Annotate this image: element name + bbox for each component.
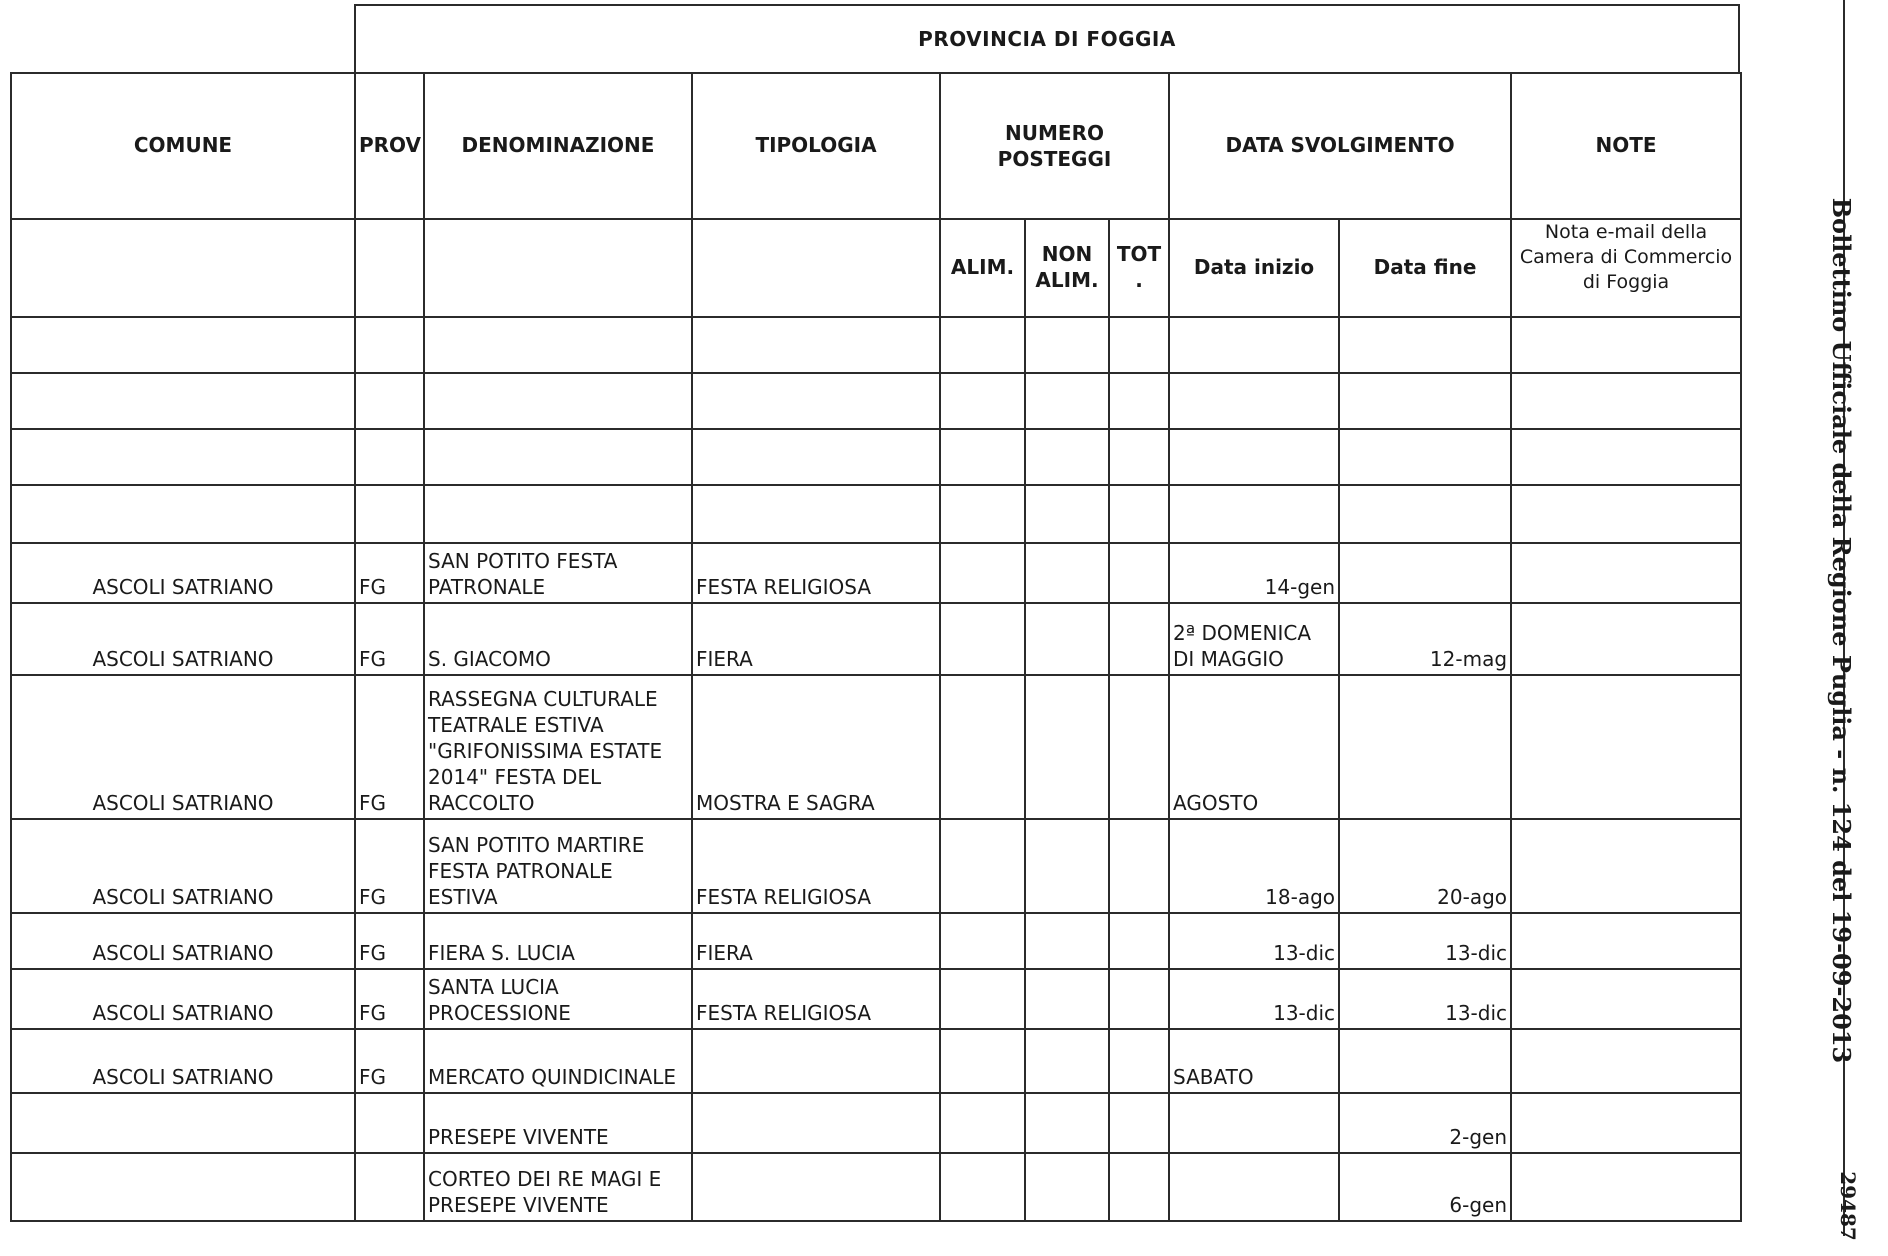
cell-denominazione: S. GIACOMO: [424, 603, 692, 675]
bulletin-text: Bollettino Ufficiale della Regione Puglia - n. 124 del 19-09-2013: [1827, 197, 1857, 1063]
cell-denominazione: [424, 429, 692, 485]
cell-prov: FG: [355, 1029, 424, 1093]
table-row: [11, 485, 1741, 543]
cell-data-fine: 13-dic: [1339, 913, 1511, 969]
sub-empty-prov: [355, 219, 424, 317]
cell-tipologia: [692, 485, 940, 543]
cell-data-inizio: 18-ago: [1169, 819, 1339, 913]
cell-tot: [1109, 603, 1169, 675]
cell-data-fine: [1339, 675, 1511, 819]
cell-comune: [11, 485, 355, 543]
cell-comune: ASCOLI SATRIANO: [11, 819, 355, 913]
cell-data-fine: 12-mag: [1339, 603, 1511, 675]
cell-alim: [940, 1029, 1025, 1093]
sub-data-fine: Data fine: [1339, 219, 1511, 317]
cell-data-fine: 6-gen: [1339, 1153, 1511, 1221]
cell-comune: [11, 429, 355, 485]
sub-empty-denominazione: [424, 219, 692, 317]
cell-comune: [11, 373, 355, 429]
cell-data-fine: [1339, 373, 1511, 429]
cell-non-alim: [1025, 675, 1109, 819]
cell-alim: [940, 1153, 1025, 1221]
cell-data-inizio: [1169, 485, 1339, 543]
cell-data-inizio: [1169, 1093, 1339, 1153]
cell-prov: [355, 485, 424, 543]
table-row: [11, 675, 1741, 819]
cell-note: [1511, 1029, 1741, 1093]
cell-note: [1511, 603, 1741, 675]
table-row: [11, 913, 1741, 969]
cell-non-alim: [1025, 429, 1109, 485]
sub-alim: ALIM.: [940, 219, 1025, 317]
cell-tipologia: MOSTRA E SAGRA: [692, 675, 940, 819]
cell-tot: [1109, 819, 1169, 913]
cell-comune: ASCOLI SATRIANO: [11, 603, 355, 675]
cell-note: [1511, 913, 1741, 969]
cell-comune: [11, 1153, 355, 1221]
cell-tipologia: [692, 1029, 940, 1093]
cell-non-alim: [1025, 1153, 1109, 1221]
col-prov: PROV: [355, 73, 424, 219]
cell-alim: [940, 317, 1025, 373]
cell-denominazione: SAN POTITO MARTIRE FESTA PATRONALE ESTIVA: [424, 819, 692, 913]
cell-comune: ASCOLI SATRIANO: [11, 543, 355, 603]
cell-tot: [1109, 1093, 1169, 1153]
cell-denominazione: [424, 485, 692, 543]
cell-data-inizio: [1169, 429, 1339, 485]
cell-prov: [355, 1093, 424, 1153]
cell-note: [1511, 675, 1741, 819]
page-number: [1818, 1171, 1878, 1241]
table-row: [11, 1093, 1741, 1153]
cell-denominazione: PRESEPE VIVENTE: [424, 1093, 692, 1153]
cell-tot: [1109, 373, 1169, 429]
cell-tot: [1109, 913, 1169, 969]
cell-note: [1511, 373, 1741, 429]
cell-note: [1511, 819, 1741, 913]
sub-data-inizio: Data inizio: [1169, 219, 1339, 317]
cell-data-inizio: AGOSTO: [1169, 675, 1339, 819]
cell-prov: FG: [355, 543, 424, 603]
cell-prov: [355, 1153, 424, 1221]
cell-tipologia: [692, 429, 940, 485]
cell-prov: [355, 429, 424, 485]
cell-comune: [11, 1093, 355, 1153]
page-number-text: 29487: [1836, 1171, 1860, 1241]
sub-note-text: Nota e-mail della Camera di Commercio di Foggia: [1511, 219, 1741, 317]
cell-data-fine: [1339, 1029, 1511, 1093]
cell-alim: [940, 913, 1025, 969]
cell-data-inizio: 13-dic: [1169, 969, 1339, 1029]
cell-alim: [940, 429, 1025, 485]
cell-non-alim: [1025, 317, 1109, 373]
cell-alim: [940, 603, 1025, 675]
subheader-row: [11, 219, 1741, 317]
cell-data-fine: [1339, 317, 1511, 373]
col-note: NOTE: [1511, 73, 1741, 219]
cell-non-alim: [1025, 913, 1109, 969]
table-row: [11, 603, 1741, 675]
cell-data-inizio: 2ª DOMENICA DI MAGGIO: [1169, 603, 1339, 675]
cell-data-inizio: [1169, 373, 1339, 429]
cell-tipologia: [692, 317, 940, 373]
cell-non-alim: [1025, 819, 1109, 913]
cell-alim: [940, 373, 1025, 429]
cell-tipologia: [692, 1153, 940, 1221]
header-row: [11, 73, 1741, 219]
cell-alim: [940, 543, 1025, 603]
bulletin-label: [1812, 197, 1872, 1063]
cell-note: [1511, 485, 1741, 543]
cell-non-alim: [1025, 485, 1109, 543]
cell-data-fine: [1339, 429, 1511, 485]
cell-note: [1511, 969, 1741, 1029]
table-row: [11, 819, 1741, 913]
col-data-svolgimento: DATA SVOLGIMENTO: [1169, 73, 1511, 219]
province-title: PROVINCIA DI FOGGIA: [354, 4, 1740, 72]
cell-prov: FG: [355, 819, 424, 913]
cell-alim: [940, 1093, 1025, 1153]
cell-alim: [940, 819, 1025, 913]
cell-denominazione: SANTA LUCIA PROCESSIONE: [424, 969, 692, 1029]
cell-non-alim: [1025, 969, 1109, 1029]
sub-empty-comune: [11, 219, 355, 317]
cell-comune: [11, 317, 355, 373]
col-comune: COMUNE: [11, 73, 355, 219]
cell-denominazione: MERCATO QUINDICINALE: [424, 1029, 692, 1093]
cell-denominazione: [424, 317, 692, 373]
cell-alim: [940, 675, 1025, 819]
cell-denominazione: [424, 373, 692, 429]
cell-denominazione: SAN POTITO FESTA PATRONALE: [424, 543, 692, 603]
col-tipologia: TIPOLOGIA: [692, 73, 940, 219]
cell-tipologia: FESTA RELIGIOSA: [692, 819, 940, 913]
cell-tot: [1109, 969, 1169, 1029]
cell-non-alim: [1025, 603, 1109, 675]
cell-prov: FG: [355, 969, 424, 1029]
cell-prov: FG: [355, 675, 424, 819]
cell-denominazione: FIERA S. LUCIA: [424, 913, 692, 969]
cell-data-inizio: [1169, 317, 1339, 373]
cell-comune: ASCOLI SATRIANO: [11, 1029, 355, 1093]
sub-non-alim: NON ALIM.: [1025, 219, 1109, 317]
cell-tipologia: FESTA RELIGIOSA: [692, 543, 940, 603]
cell-comune: ASCOLI SATRIANO: [11, 969, 355, 1029]
cell-tot: [1109, 675, 1169, 819]
table-row: [11, 969, 1741, 1029]
cell-note: [1511, 543, 1741, 603]
cell-comune: ASCOLI SATRIANO: [11, 675, 355, 819]
cell-prov: [355, 373, 424, 429]
cell-note: [1511, 317, 1741, 373]
col-numero-posteggi: NUMERO POSTEGGI: [940, 73, 1169, 219]
cell-denominazione: CORTEO DEI RE MAGI E PRESEPE VIVENTE: [424, 1153, 692, 1221]
cell-data-fine: 13-dic: [1339, 969, 1511, 1029]
cell-tipologia: [692, 373, 940, 429]
table-row: [11, 317, 1741, 373]
cell-data-inizio: SABATO: [1169, 1029, 1339, 1093]
cell-prov: FG: [355, 913, 424, 969]
cell-data-fine: [1339, 543, 1511, 603]
cell-note: [1511, 1093, 1741, 1153]
cell-tipologia: [692, 1093, 940, 1153]
cell-alim: [940, 485, 1025, 543]
table-row: [11, 1153, 1741, 1221]
cell-alim: [940, 969, 1025, 1029]
cell-note: [1511, 429, 1741, 485]
cell-data-fine: 2-gen: [1339, 1093, 1511, 1153]
cell-tot: [1109, 317, 1169, 373]
table-row: [11, 373, 1741, 429]
cell-prov: [355, 317, 424, 373]
cell-comune: ASCOLI SATRIANO: [11, 913, 355, 969]
cell-tot: [1109, 543, 1169, 603]
fairs-table: [10, 72, 1742, 1222]
cell-denominazione: RASSEGNA CULTURALE TEATRALE ESTIVA "GRIFONISSIMA ESTATE 2014" FESTA DEL RACCOLTO: [424, 675, 692, 819]
cell-data-inizio: 14-gen: [1169, 543, 1339, 603]
table-row: [11, 543, 1741, 603]
cell-tipologia: FESTA RELIGIOSA: [692, 969, 940, 1029]
cell-data-inizio: 13-dic: [1169, 913, 1339, 969]
cell-tipologia: FIERA: [692, 913, 940, 969]
cell-tot: [1109, 1153, 1169, 1221]
cell-non-alim: [1025, 1029, 1109, 1093]
col-denominazione: DENOMINAZIONE: [424, 73, 692, 219]
cell-tot: [1109, 485, 1169, 543]
cell-non-alim: [1025, 543, 1109, 603]
cell-data-inizio: [1169, 1153, 1339, 1221]
table-row: [11, 1029, 1741, 1093]
cell-data-fine: 20-ago: [1339, 819, 1511, 913]
cell-data-fine: [1339, 485, 1511, 543]
cell-non-alim: [1025, 373, 1109, 429]
cell-tot: [1109, 429, 1169, 485]
sub-tot: TOT .: [1109, 219, 1169, 317]
table-row: [11, 429, 1741, 485]
cell-tipologia: FIERA: [692, 603, 940, 675]
cell-tot: [1109, 1029, 1169, 1093]
cell-note: [1511, 1153, 1741, 1221]
cell-non-alim: [1025, 1093, 1109, 1153]
table-body: [11, 317, 1741, 1221]
sub-empty-tipologia: [692, 219, 940, 317]
cell-prov: FG: [355, 603, 424, 675]
